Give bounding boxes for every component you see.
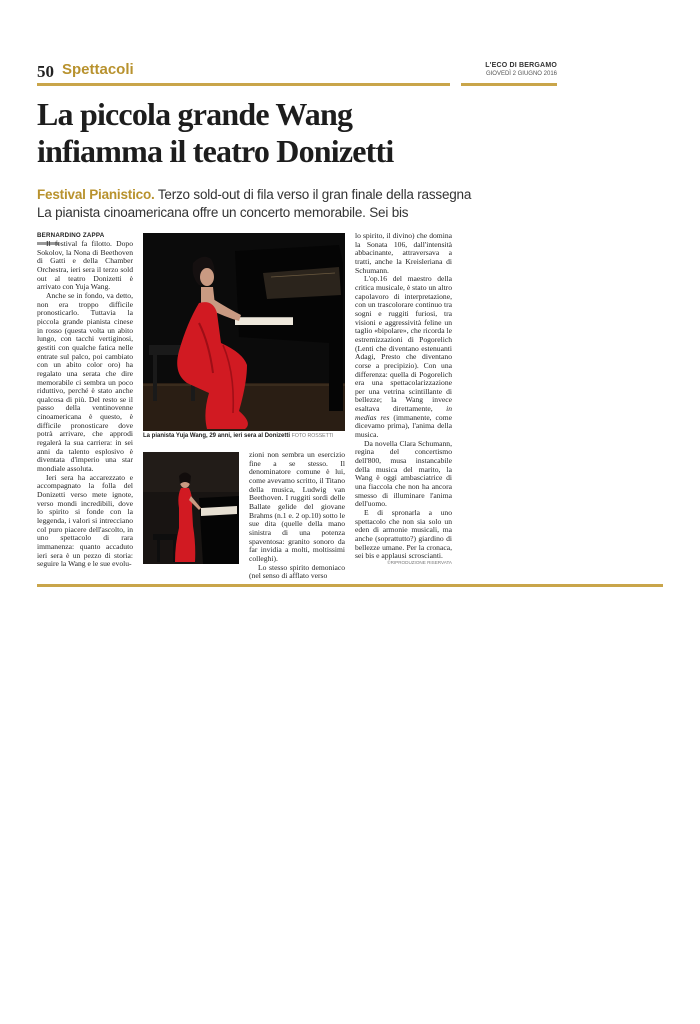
photo-credit: FOTO ROSSETTI <box>291 433 334 439</box>
copyright-notice: ©RIPRODUZIONE RISERVATA <box>387 560 452 565</box>
photo-caption <box>143 433 353 439</box>
photo-wang-at-piano <box>143 233 345 431</box>
headline-line-1: La piccola grande Wang <box>37 96 353 132</box>
article-paragraph: Il festival fa filotto. Dopo Sokolov, la Nona di Beethoven di Gatti e della Chamber Orchestra, ieri sera il terzo sold out al teatro Donizetti è arrivato con Yuja Wang. <box>37 239 133 292</box>
article-paragraph: lo spirito, il divino) che domina la Sonata 106, dall'intensità abbacinante, attraversava a tratti, anche la Kreisleriana di Schumann. <box>355 231 452 275</box>
summary-kicker: Festival Pianistico. <box>37 187 155 202</box>
page-number: 50 <box>37 62 54 81</box>
paragraph-text-end: (immanente, come dicevamo prima), l'anima della musica. <box>355 412 452 440</box>
article-paragraph: E di spronarla a uno spettacolo che non sia solo un eden di armonie musicali, ma anche (soprattutto?) giardino di bellezze umane. Per la cronaca, sei bis e applausi scroscianti. <box>355 508 452 561</box>
article-column-3 <box>355 232 452 561</box>
summary-line-1 <box>37 186 471 203</box>
summary-line-2: La pianista cinoamericana offre un concerto memorabile. Sei bis <box>37 205 409 220</box>
photo-wang-at-piano-illustration <box>143 233 345 431</box>
photo-wang-standing <box>143 452 239 564</box>
article-paragraph: zioni non sembra un esercizio fine a se stesso. Il denominatore comune è lui, come avevamo scritto, il Titano della musica, Ludwig van Beethoven. I ruggiti sordi delle Ballate gelide del giovane Brahms (n.1 e. 2 op.10) sotto le sue dita (quelle della mano sinistra di una potenza spaventosa: granito sonoro da far invidia a molti, moltissimi colleghi). <box>249 450 345 563</box>
header-rule-right <box>461 83 557 86</box>
newspaper-name: L'ECO DI BERGAMO <box>485 62 557 69</box>
headline-line-2: infiamma il teatro Donizetti <box>37 133 394 169</box>
article-paragraph: Da novella Clara Schumann, regina del concertismo dell'800, musa instancabile della musica del marito, la Wang è oggi ambasciatrice di una fiaccola che non ha ancora smesso di illuminare l'anima dell'uomo. <box>355 438 452 509</box>
italic-phrase: in medias res <box>355 404 452 422</box>
summary-line-1-text: Terzo sold-out di fila verso il gran finale della rassegna <box>154 187 472 202</box>
article-column-2 <box>249 451 345 581</box>
article-paragraph: Anche se in fondo, va detto, non era troppo difficile pronosticarlo. Tuttavia la piccola grande pianista cinese in rosso (questa volta un abito lungo, con tacchi vertiginosi, gestiti con qualche fatica nelle entrate sul palco, poi cambiato con un abito color oro) ha regalato una serata che dire memorabile ci sembra un poco riduttivo, perché è stato anche qualcosa di più. Del resto se il passo della ventinovenne cinoamericana è questo, è difficile pronosticare dove potrà arrivare, che approdi regalerà la sua carriera: in sei anni da talento esplosivo è diventata d'imperio una star mondiale assoluta. <box>37 290 133 474</box>
section-title: Spettacoli <box>62 61 134 78</box>
caption-text: La pianista Yuja Wang, 29 anni, ieri sera al Donizetti <box>143 433 291 439</box>
footer-rule <box>37 584 663 587</box>
paragraph-text: L'op.16 del maestro della critica musicale, è stato un altro capolavoro di interpretazione, con un trascolorare continuo tra sogni e ruggiti furiosi, tra visioni e aggressività feline un taglio «bipolare», che ricorda le estremizzazioni di Pogorelich (Lenti che diventano estenuanti Adagi, Presto che diventano corse a precipizio). Con una differenza: quella di Pogorelich era una spettacolarizzazione per una vetrina scintillante di bellezze; la Wang invece esaltava direttamente, <box>355 274 452 414</box>
article-paragraph: Lo stesso spirito demoniaco (nel senso di afflato verso <box>249 562 345 581</box>
photo-wang-standing-illustration <box>143 452 239 564</box>
article-paragraph <box>355 275 452 439</box>
article-paragraph: Ieri sera ha accarezzato e accompagnato la folla del Donizetti verso mete ignote, verso mondi incredibili, dove lo spirito si fonde con la leggenda, i valori si intrecciano col puro piacere dell'ascolto, in uno spettacolo di rara immanenza: quanto accaduto ieri sera è un pezzo di storia: seguire la Wang e le sue evolu- <box>37 472 133 569</box>
issue-date: GIOVEDÌ 2 GIUGNO 2016 <box>485 71 557 77</box>
byline: BERNARDINO ZAPPA <box>37 232 105 239</box>
header-rule <box>37 83 450 86</box>
article-column-1 <box>37 240 133 569</box>
